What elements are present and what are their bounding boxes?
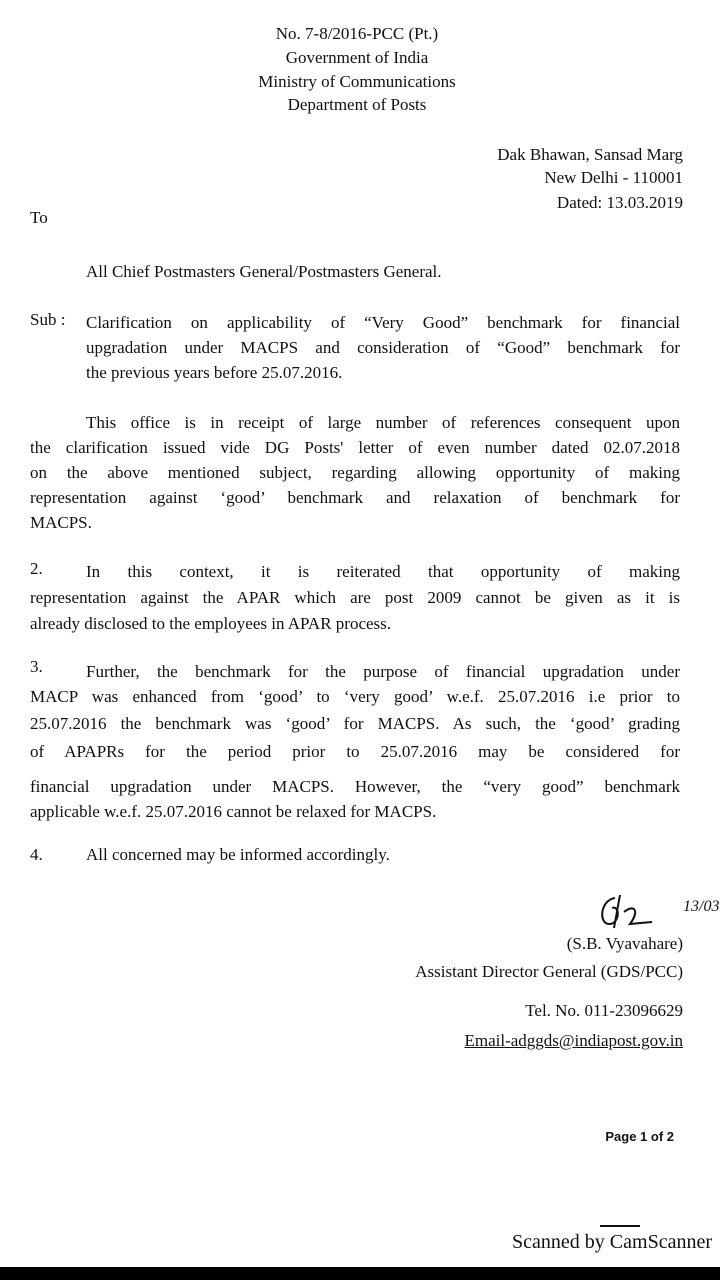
handwritten-date: 13/03 [683, 898, 720, 915]
camscanner-watermark: Scanned by CamScanner [512, 1231, 712, 1253]
subject-label: Sub : [30, 310, 66, 329]
para3-line: applicable w.e.f. 25.07.2016 cannot be relaxed for MACPS. [30, 802, 437, 821]
ministry-heading: Ministry of Communications [258, 72, 456, 91]
date: Dated: 13.03.2019 [556, 193, 683, 212]
page-number: Page 1 of 2 [605, 1129, 674, 1144]
para3-line: 25.07.2016 the benchmark was ‘good’ for MACPS. As such, the ‘good’ grading [30, 714, 680, 733]
reference-number: No. 7-8/2016-PCC (Pt.) [275, 24, 439, 43]
telephone: Tel. No. 011-23096629 [525, 1001, 683, 1020]
para3-line: Further, the benchmark for the purpose of financial upgradation under [86, 662, 680, 681]
para2-line: already disclosed to the employees in APAR process. [30, 614, 392, 633]
address-line-1: Dak Bhawan, Sansad Marg [497, 145, 683, 164]
government-heading: Government of India [285, 48, 429, 67]
signatory-designation: Assistant Director General (GDS/PCC) [415, 962, 683, 981]
para3-line: financial upgradation under MACPS. However, the “very good” benchmark [30, 777, 680, 796]
subject-line: upgradation under MACPS and consideration of “Good” benchmark for [86, 338, 680, 357]
para2-line: In this context, it is reiterated that opportunity of making [86, 562, 680, 581]
para3-line: of APAPRs for the period prior to 25.07.2016 may be considered for [30, 742, 680, 761]
subject-line: the previous years before 25.07.2016. [86, 363, 343, 382]
para3-number: 3. [30, 657, 43, 676]
subject-line: Clarification on applicability of “Very Good” benchmark for financial [86, 313, 680, 332]
bottom-bar [0, 1267, 720, 1280]
signatory-name: (S.B. Vyavahare) [566, 934, 683, 953]
para2-number: 2. [30, 559, 43, 578]
para2-line: representation against the APAR which are post 2009 cannot be given as it is [30, 588, 680, 607]
para1-line: representation against ‘good’ benchmark and relaxation of benchmark for [30, 488, 680, 507]
recipient: All Chief Postmasters General/Postmasters General. [86, 262, 442, 281]
para4-text: All concerned may be informed accordingly. [86, 845, 390, 864]
address-line-2: New Delhi - 110001 [544, 168, 683, 187]
to-label: To [30, 208, 48, 227]
email-link[interactable]: Email-adggds@indiapost.gov.in [464, 1031, 683, 1050]
para4-number: 4. [30, 845, 43, 864]
divider [600, 1225, 640, 1227]
para1-line: This office is in receipt of large number of references consequent upon [86, 413, 680, 432]
para1-line: MACPS. [30, 513, 92, 532]
para1-line: on the above mentioned subject, regarding allowing opportunity of making [30, 463, 680, 482]
department-heading: Department of Posts [287, 95, 427, 114]
para3-line: MACP was enhanced from ‘good’ to ‘very good’ w.e.f. 25.07.2016 i.e prior to [30, 687, 680, 706]
para1-line: the clarification issued vide DG Posts' letter of even number dated 02.07.2018 [30, 438, 680, 457]
